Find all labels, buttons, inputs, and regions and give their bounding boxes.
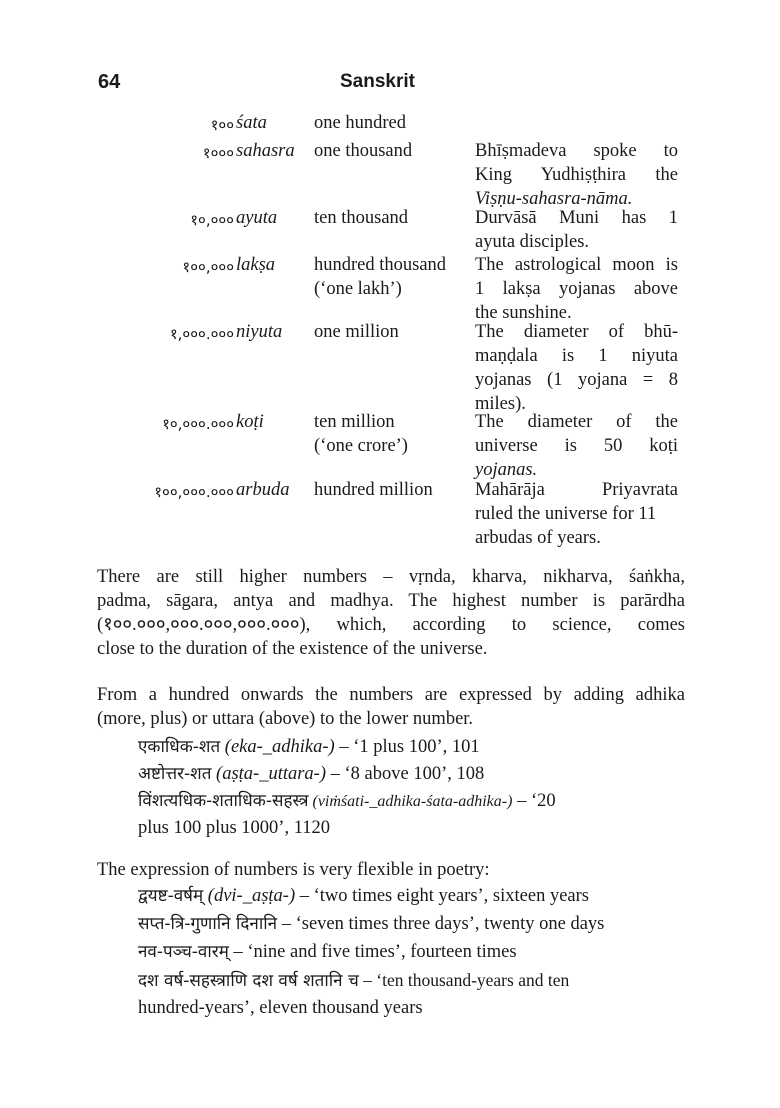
- text-line: The expression of numbers is very flexible in poetry:: [97, 860, 490, 880]
- sanskrit-term: ayuta: [236, 208, 278, 228]
- numeral: १०,०००.०००: [162, 415, 234, 433]
- meaning: hundred million: [314, 480, 433, 500]
- adhika-examples: [138, 735, 686, 843]
- example-line: विंशत्यधिक-शताधिक-सहस्त्र (viṁśati-_adhika-śata-adhika-) – ‘20: [138, 791, 556, 811]
- numeral: १,०००.०००: [169, 325, 234, 343]
- example-line: hundred-years’, eleven thousand years: [138, 998, 423, 1018]
- numeral: १०,०००: [190, 211, 234, 229]
- meaning: one million: [314, 322, 399, 342]
- meaning: ten thousand: [314, 208, 409, 228]
- example-line: अष्टोत्तर-शत (aṣṭa-_uttara-) – ‘8 above 100’, 108: [138, 764, 485, 784]
- numeral: १००,०००: [182, 258, 234, 276]
- example-line: द्वयष्ट-वर्षम् (dvi-_aṣṭa-) – ‘two times eight years’, sixteen years: [138, 886, 589, 906]
- meaning: one hundred: [314, 113, 406, 133]
- example-line: सप्त-त्रि-गुणानि दिनानि – ‘seven times three days’, twenty one days: [138, 914, 605, 934]
- numeral: १००,०००.०००: [154, 483, 234, 501]
- sanskrit-term: arbuda: [236, 480, 290, 500]
- example-line: plus 100 plus 1000’, 1120: [138, 818, 331, 838]
- example-line: एकाधिक-शत (eka-_adhika-) – ‘1 plus 100’, 101: [138, 737, 480, 757]
- paragraph-higher-numbers: [97, 565, 685, 661]
- poetry-examples: [138, 884, 686, 1024]
- paragraph-poetry: [97, 858, 685, 882]
- sanskrit-term: lakṣa: [236, 255, 276, 275]
- running-head-title: Sanskrit: [340, 71, 415, 92]
- meaning: ten million (‘one crore’): [314, 412, 408, 456]
- sanskrit-term: śata: [236, 113, 267, 133]
- example: The astrological moon is 1 lakṣa yojanas above the sunshine.: [475, 255, 678, 323]
- example: Durvāsā Muni has 1 ayuta disciples.: [475, 208, 678, 252]
- example: The diameter of bhū- maṇḍala is 1 niyuta yojanas (1 yojana = 8 miles).: [475, 322, 678, 414]
- example-line: दश वर्ष-सहस्त्राणि दश वर्ष शतानि च – ‘ten thousand-years and ten: [138, 970, 570, 991]
- numeral: १००: [210, 116, 234, 134]
- meaning: hundred thousand (‘one lakh’): [314, 255, 447, 299]
- text-line: (१००.०००,०००.०००,०००.०००), which, according to science, comes: [97, 615, 685, 635]
- meaning: one thousand: [314, 141, 413, 161]
- paragraph-adhika: [97, 683, 685, 731]
- sanskrit-term: koṭi: [236, 412, 264, 432]
- example: The diameter of the universe is 50 koṭi yojanas.: [475, 412, 678, 480]
- page-number: 64: [98, 71, 121, 93]
- text-line: There are still higher numbers – vṛnda, kharva, nikharva, śaṅkha,: [97, 567, 685, 587]
- sanskrit-term: sahasra: [236, 141, 295, 161]
- text-line: From a hundred onwards the numbers are expressed by adding adhika: [97, 685, 685, 705]
- example: Bhīṣmadeva spoke to King Yudhiṣṭhira the Viṣṇu-sahasra-nāma.: [475, 141, 678, 209]
- sanskrit-term: niyuta: [236, 322, 283, 342]
- text-line: padma, sāgara, antya and madhya. The highest number is parārdha: [97, 591, 685, 611]
- numeral: १०००: [202, 144, 234, 162]
- example: Mahārāja Priyavrata ruled the universe for 11 arbudas of years.: [475, 480, 678, 548]
- text-line: (more, plus) or uttara (above) to the lower number.: [97, 709, 474, 729]
- example-line: नव-पञ्च-वारम् – ‘nine and five times’, fourteen times: [138, 942, 517, 962]
- text-line: close to the duration of the existence of the universe.: [97, 639, 488, 659]
